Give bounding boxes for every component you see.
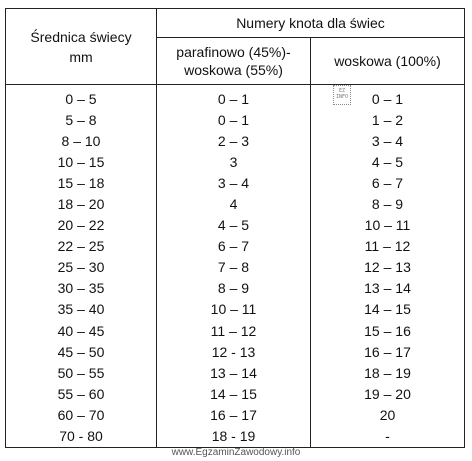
table-row <box>6 236 465 257</box>
cell-diameter: 25 – 30 <box>6 257 157 278</box>
cell-diameter: 55 – 60 <box>6 383 157 404</box>
cell-paraffin-wax: 7 – 8 <box>157 257 311 278</box>
cell-wax: 15 – 16 <box>311 320 465 341</box>
table-row <box>6 130 465 151</box>
cell-diameter: 0 – 5 <box>6 85 157 110</box>
cell-diameter: 20 – 22 <box>6 215 157 236</box>
cell-diameter: 10 – 15 <box>6 151 157 172</box>
info-stamp-logo: EZ INFO <box>333 85 351 105</box>
table-row <box>6 426 465 448</box>
cell-paraffin-wax: 13 – 14 <box>157 362 311 383</box>
header-diameter <box>6 9 157 85</box>
cell-paraffin-wax: 11 – 12 <box>157 320 311 341</box>
cell-diameter: 40 – 45 <box>6 320 157 341</box>
cell-paraffin-wax: 6 – 7 <box>157 236 311 257</box>
header-wax-label: woskowa (100%) <box>334 53 441 69</box>
cell-diameter: 30 – 35 <box>6 278 157 299</box>
wick-table-container <box>5 8 465 453</box>
cell-wax: 16 – 17 <box>311 341 465 362</box>
cell-wax: 8 – 9 <box>311 193 465 214</box>
table-row <box>6 172 465 193</box>
cell-paraffin-wax: 0 – 1 <box>157 85 311 110</box>
site-watermark: www.EgzaminZawodowy.info <box>171 447 301 458</box>
cell-wax: 1 – 2 <box>311 109 465 130</box>
header-wick-numbers <box>157 9 465 38</box>
cell-wax: 14 – 15 <box>311 299 465 320</box>
table-row <box>6 320 465 341</box>
cell-diameter: 60 – 70 <box>6 404 157 425</box>
header-wick-numbers-label: Numery knota dla świec <box>236 15 385 31</box>
cell-diameter: 8 – 10 <box>6 130 157 151</box>
table-row <box>6 85 465 110</box>
cell-paraffin-wax: 18 - 19 <box>157 426 311 448</box>
cell-paraffin-wax: 3 <box>157 151 311 172</box>
cell-paraffin-wax: 8 – 9 <box>157 278 311 299</box>
table-row <box>6 193 465 214</box>
cell-diameter: 45 – 50 <box>6 341 157 362</box>
cell-paraffin-wax: 2 – 3 <box>157 130 311 151</box>
wick-number-table <box>5 8 465 448</box>
header-diameter-label: Średnica świecy mm <box>30 28 132 65</box>
header-paraffin-wax-label: parafinowo (45%)-woskowa (55%) <box>176 44 291 78</box>
cell-wax: 3 – 4 <box>311 130 465 151</box>
cell-diameter: 22 – 25 <box>6 236 157 257</box>
cell-diameter: 35 – 40 <box>6 299 157 320</box>
table-row <box>6 278 465 299</box>
cell-paraffin-wax: 10 – 11 <box>157 299 311 320</box>
cell-paraffin-wax: 3 – 4 <box>157 172 311 193</box>
header-paraffin-wax <box>157 38 311 85</box>
cell-diameter: 15 – 18 <box>6 172 157 193</box>
cell-paraffin-wax: 12 - 13 <box>157 341 311 362</box>
cell-wax: 13 – 14 <box>311 278 465 299</box>
table-row <box>6 341 465 362</box>
table-row <box>6 151 465 172</box>
cell-wax: 10 – 11 <box>311 215 465 236</box>
cell-diameter: 5 – 8 <box>6 109 157 130</box>
cell-wax: 20 <box>311 404 465 425</box>
cell-wax: 18 – 19 <box>311 362 465 383</box>
cell-paraffin-wax: 0 – 1 <box>157 109 311 130</box>
cell-wax: 4 – 5 <box>311 151 465 172</box>
cell-diameter: 70 - 80 <box>6 426 157 448</box>
table-row <box>6 257 465 278</box>
cell-paraffin-wax: 4 – 5 <box>157 215 311 236</box>
cell-paraffin-wax: 16 – 17 <box>157 404 311 425</box>
cell-wax: 0 – 1 <box>311 85 465 110</box>
table-row <box>6 109 465 130</box>
cell-diameter: 18 – 20 <box>6 193 157 214</box>
cell-wax: 19 – 20 <box>311 383 465 404</box>
cell-wax: 11 – 12 <box>311 236 465 257</box>
table-row <box>6 404 465 425</box>
table-body <box>6 85 465 448</box>
table-row <box>6 299 465 320</box>
table-row <box>6 383 465 404</box>
cell-paraffin-wax: 4 <box>157 193 311 214</box>
table-row <box>6 362 465 383</box>
header-wax <box>311 38 465 85</box>
table-row <box>6 215 465 236</box>
cell-wax: 12 – 13 <box>311 257 465 278</box>
cell-paraffin-wax: 14 – 15 <box>157 383 311 404</box>
cell-wax: - <box>311 426 465 448</box>
cell-wax: 6 – 7 <box>311 172 465 193</box>
cell-diameter: 50 – 55 <box>6 362 157 383</box>
